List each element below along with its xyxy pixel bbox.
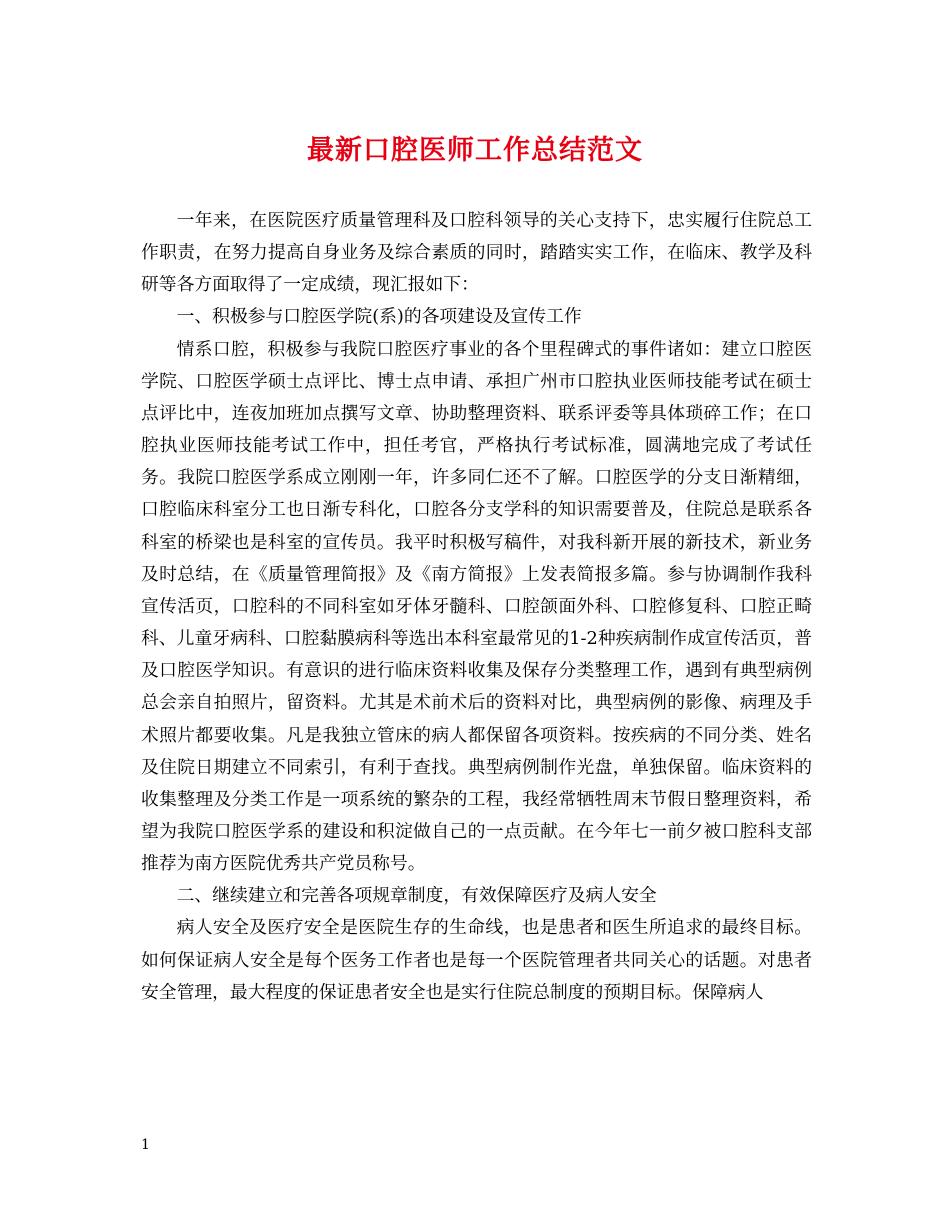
- paragraph-section-2: 病人安全及医疗安全是医院生存的生命线，也是患者和医生所追求的最终目标。如何保证病人安全是每个医务工作者也是每一个医院管理者共同关心的话题。对患者安全管理，最大程度的保证患者安全也是实行住院总制度的预期目标。保障病人: [141, 917, 812, 1003]
- document-title: 最新口腔医师工作总结范文: [307, 135, 643, 166]
- page-number: 1: [141, 1137, 150, 1153]
- document-body: [141, 205, 812, 1009]
- section-heading-2: 二、继续建立和完善各项规章制度，有效保障医疗及病人安全: [176, 885, 657, 907]
- section-heading-1: 一、积极参与口腔医学院(系)的各项建设及宣传工作: [176, 306, 582, 328]
- paragraph-section-1: 情系口腔，积极参与我院口腔医疗事业的各个里程碑式的事件诸如：建立口腔医学院、口腔医学硕士点评比、博士点申请、承担广州市口腔执业医师技能考试在硕士点评比中，连夜加班加点撰写文章、协助整理资料、联系评委等具体琐碎工作；在口腔执业医师技能考试工作中，担任考官，严格执行考试标准，圆满地完成了考试任务。我院口腔医学系成立刚刚一年，许多同仁还不了解。口腔医学的分支日渐精细，口腔临床科室分工也日渐专科化，口腔各分支学科的知识需要普及，住院总是联系各科室的桥梁也是科室的宣传员。我平时积极写稿件，对我科新开展的新技术，新业务及时总结，在《质量管理简报》及《南方简报》上发表简报多篇。参与协调制作我科宣传活页，口腔科的不同科室如牙体牙髓科、口腔颌面外科、口腔修复科、口腔正畸科、儿童牙病科、口腔黏膜病科等选出本科室最常见的1-2种疾病制作成宣传活页，普及口腔医学知识。有意识的进行临床资料收集及保存分类整理工作，遇到有典型病例总会亲自拍照片，留资料。尤其是术前术后的资料对比，典型病例的影像、病理及手术照片都要收集。凡是我独立管床的病人都保留各项资料。按疾病的不同分类、姓名及住院日期建立不同索引，有利于查找。典型病例制作光盘，单独保留。临床资料的收集整理及分类工作是一项系统的繁杂的工程，我经常牺牲周末节假日整理资料，希望为我院口腔医学系的建设和积淀做自己的一点贡献。在今年七一前夕被口腔科支部推荐为南方医院优秀共产党员称号。: [141, 338, 812, 875]
- paragraph-intro: 一年来，在医院医疗质量管理科及口腔科领导的关心支持下，忠实履行住院总工作职责，在努力提高自身业务及综合素质的同时，踏踏实实工作，在临床、教学及科研等各方面取得了一定成绩，现汇报如下：: [141, 210, 812, 296]
